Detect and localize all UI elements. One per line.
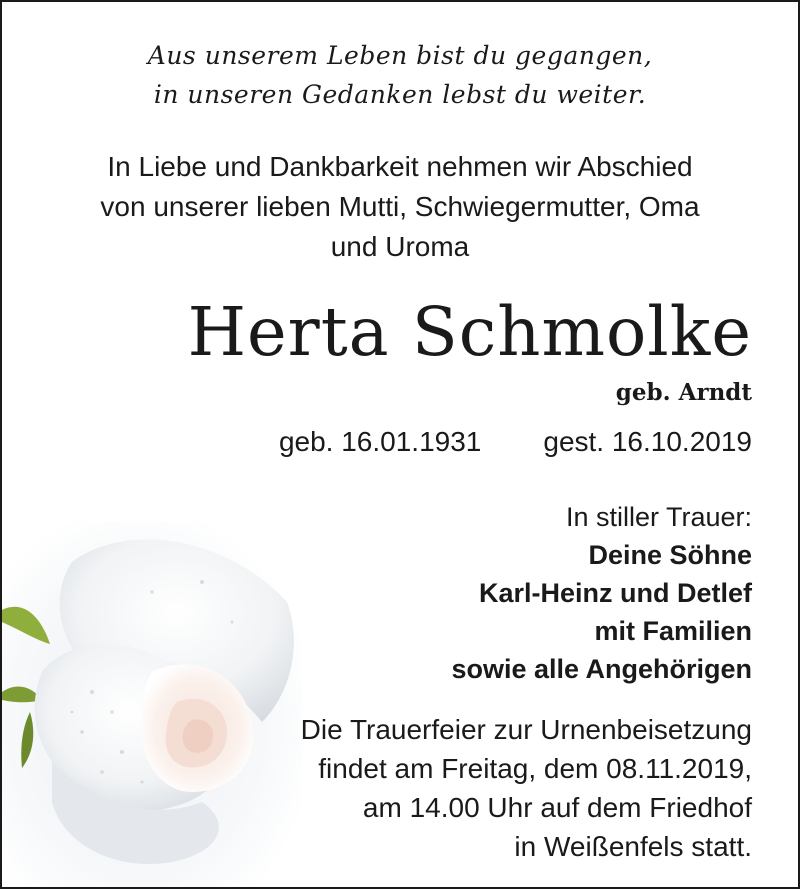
mourners-line-3: mit Familien [594,616,752,646]
ceremony-info [192,710,752,866]
motto-line-1: Aus unserem Leben bist du gegangen, [147,41,653,70]
death-date: gest. 16.10.2019 [543,426,752,457]
birth-date: geb. 16.01.1931 [278,426,482,457]
maiden-name: geb. Arndt [615,379,752,406]
intro-line-3: und Uroma [330,231,470,262]
ceremony-line-2: findet am Freitag, dem 08.11.2019, [318,753,752,784]
ceremony-line-4: in Weißenfels statt. [514,831,752,862]
mourners-line-2: Karl-Heinz und Detlef [478,578,752,608]
motto [2,36,798,114]
life-dates [279,424,752,460]
mourners-heading: In stiller Trauer: [565,502,752,532]
intro-line-2: von unserer lieben Mutti, Schwiegermutter, Oma [100,191,700,222]
intro-line-1: In Liebe und Dankbarkeit nehmen wir Abschied [107,151,693,182]
mourners-line-1: Deine Söhne [588,540,752,570]
motto-line-2: in unseren Gedanken lebst du weiter. [153,80,647,109]
ceremony-line-1: Die Trauerfeier zur Urnenbeisetzung [300,714,752,745]
mourners-line-4: sowie alle Angehörigen [451,654,752,684]
deceased-name: Herta Schmolke [187,293,752,371]
mourners-block [312,498,752,688]
ceremony-line-3: am 14.00 Uhr auf dem Friedhof [362,792,752,823]
farewell-intro [2,147,798,267]
